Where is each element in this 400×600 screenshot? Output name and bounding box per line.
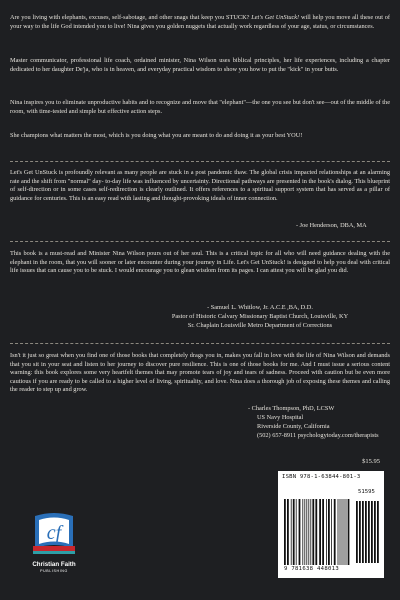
- review-2-attribution-role: Sr. Chaplain Louisville Metro Department of Corrections: [187, 322, 333, 329]
- barcode-bar: [291, 499, 292, 565]
- barcode-bar: [331, 499, 332, 565]
- barcode-bar: [342, 499, 343, 565]
- review-3-attribution-org: US Navy Hospital: [257, 414, 304, 421]
- barcode-bar: [299, 499, 301, 565]
- barcode-bar: [368, 501, 370, 563]
- divider: [10, 241, 390, 242]
- review-2-attribution-name: - Samuel L. Whitlow, Jr. A.C.E ,BA, D.D.: [207, 304, 313, 311]
- price-label: $15.95: [362, 458, 380, 465]
- barcode-bar: [356, 501, 358, 563]
- publisher-name: Christian Faith: [32, 561, 76, 568]
- barcode-bar: [284, 499, 286, 565]
- barcode-bar: [304, 499, 305, 565]
- barcode-bar: [346, 499, 347, 565]
- barcode-bar: [374, 501, 376, 563]
- intro-paragraph-2: Master communicator, professional life coach, ordained minister, Nina Wilson uses biblical principles, her life experiences, including a chapter dedicated to her daughter De'ja, who is in heaven, and everyday practical wisdom to show you how to put the "kick" in your butts.: [10, 57, 390, 73]
- barcode-bar: [310, 499, 311, 565]
- barcode-bar: [334, 499, 336, 565]
- barcode-bar: [362, 501, 364, 563]
- barcode-bar: [315, 499, 317, 565]
- divider: [10, 161, 390, 162]
- review-2-attribution-title: Pastor of Historic Calvary Missionary Baptist Church, Louisville, KY: [171, 313, 349, 320]
- review-2-text: This book is a must-read and Minister Nina Wilson pours out of her soul. This is a critical topic for all who will need guidance dealing with the elephant in the room, that you will sooner or later encounter during your journey in Life. Let's Get UnStuck! is designed to help you deal with critical life issues that can cause you to be stuck. I would encourage you to glean wisdom from its pages. I can attest you will be glad you did.: [10, 250, 390, 274]
- intro-paragraph-1: Are you living with elephants, excuses, self-sabotage, and other snags that keep you STUCK? Let's Get UnStuck! will help you move all these out of your way to the life God intended you to live! Nina gives you golden nuggets that actually work regardless of your age, status, or circumstances.: [10, 14, 391, 30]
- review-1-text: Let's Get UnStuck is profoundly relevant as many people are stuck in a post pandemic thaw. The global crisis impacted relationships at an alarming rate and the shift from "normal" day- to-day life was influenced by uncertainty. Directional pathways are presented in the book's dialog. This blueprint of self-direction or in some cases self-redirection is clearly outlined. It offers references to a spiritual support system that has served as a pillar of guidance for centuries. This is an easy read with lasting and thought-provoking ideals of inner connection.: [10, 169, 390, 202]
- intro-paragraph-4: She champions what matters the most, which is you doing what you are meant to do and doing it as your best YOU!: [10, 132, 303, 139]
- svg-text:cf: cf: [46, 522, 62, 544]
- barcode-bar: [326, 499, 327, 565]
- intro-paragraph-3: Nina inspires you to eliminate unproductive habits and to recognize and move that "elephant"—the one you see but don't see—out of the middle of the room, with time-tested and simple but effective action steps.: [10, 99, 390, 115]
- review-3-attribution-name: - Charles Thompson, PhD, LCSW: [248, 405, 335, 412]
- price-code-text: 51595: [358, 489, 375, 495]
- barcode-bar: [306, 499, 307, 565]
- barcode-bar: [371, 501, 373, 563]
- barcode-bar: [308, 499, 309, 565]
- barcode-bar: [359, 501, 361, 563]
- barcode-bar: [344, 499, 345, 565]
- isbn-number: 9 781638 448013: [284, 566, 340, 572]
- review-1-attribution: - Joe Henderson, DBA, MA: [296, 222, 367, 229]
- isbn-text: ISBN 978-1-63844-801-3: [282, 474, 361, 480]
- barcode-bar: [302, 499, 303, 565]
- barcode-bar: [340, 499, 341, 565]
- review-3-text: Isn't it just so great when you find one of those books that completely drags you in, makes you fall in love with the life of Nina Wilson and demands that you sit in your seat and listen to her journey to discover pure resilience. This is one of those books for me. And I must issue a serious content warning: this book explores some very heartfelt themes that may promote tears of joy and tears of sadness. Proceed with caution but be even more cautious if you are ready to be called to a higher level of living, spirituality, and love. Nina does a thorough job of exposing these themes and calling the reader to step up and grow.: [10, 352, 390, 393]
- barcode-bar: [328, 499, 330, 565]
- barcode-bar: [365, 501, 367, 563]
- barcode-bar: [338, 499, 339, 565]
- isbn-barcode: [278, 471, 384, 578]
- logo-emblem-icon: [15, 508, 93, 564]
- publisher-logo: [15, 508, 93, 594]
- barcode-bar: [348, 499, 350, 565]
- barcode-bar: [287, 499, 289, 565]
- publisher-subtitle: PUBLISHING: [40, 569, 68, 573]
- barcode-bar: [312, 499, 314, 565]
- barcode-bars: [278, 471, 384, 578]
- barcode-bar: [322, 499, 324, 565]
- barcode-bar: [296, 499, 297, 565]
- divider: [10, 343, 390, 344]
- barcode-bar: [377, 501, 379, 563]
- barcode-bar: [293, 499, 295, 565]
- barcode-bar: [319, 499, 321, 565]
- review-3-attribution-location: Riverside County, California: [257, 423, 330, 430]
- review-3-attribution-contact: (502) 657-8911 psychologytoday.com/therapists: [257, 432, 379, 439]
